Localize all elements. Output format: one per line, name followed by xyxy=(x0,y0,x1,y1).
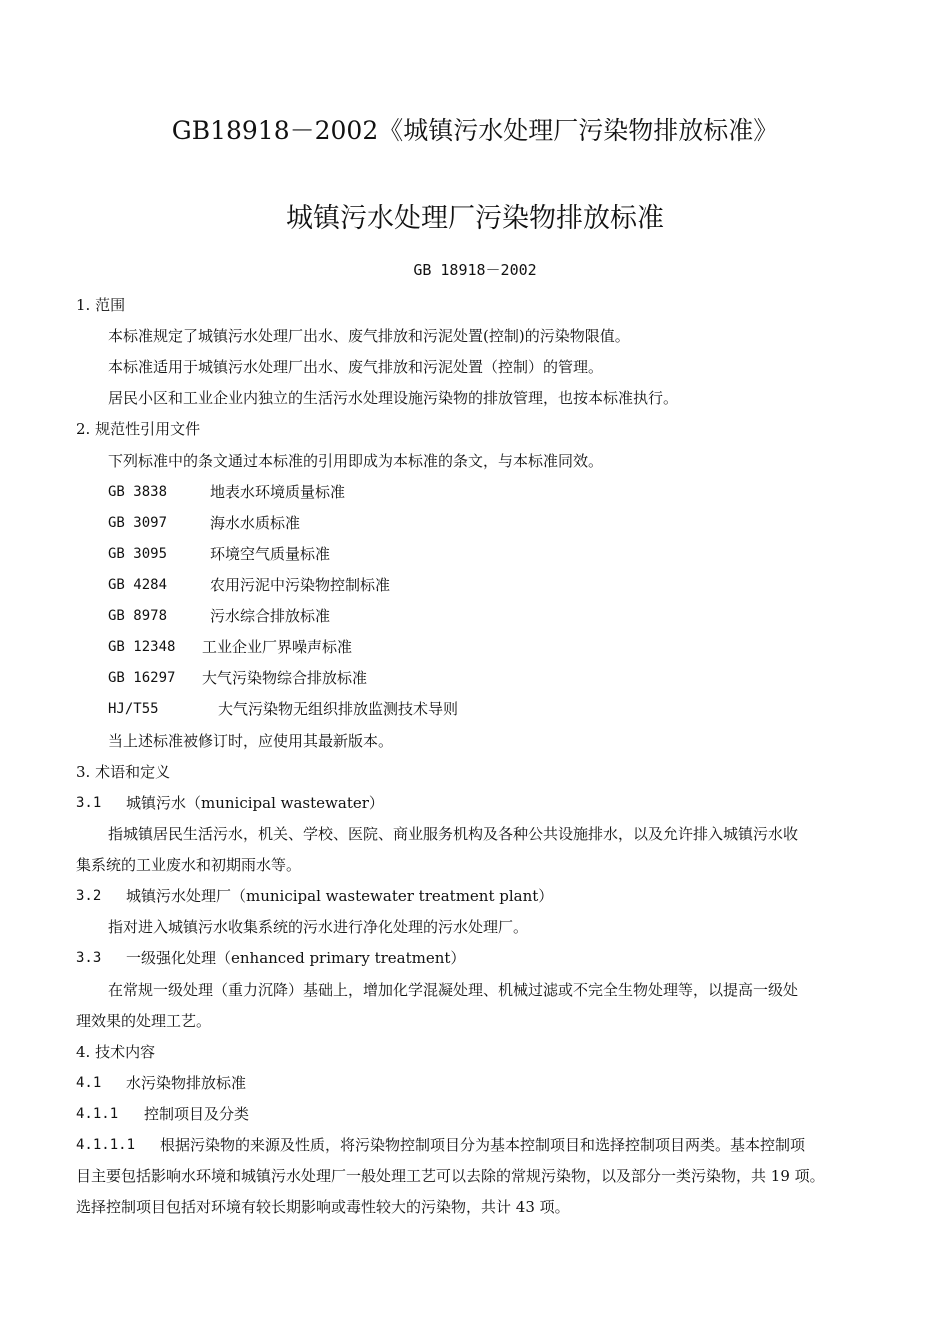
reference-name: 环境空气质量标准 xyxy=(210,545,331,563)
term-title: 一级强化处理（enhanced primary treatment） xyxy=(126,949,466,967)
clause-text: 根据污染物的来源及性质，将污染物控制项目分为基本控制项目和选择控制项目两类。基本控制项 xyxy=(160,1136,806,1154)
clause-text: 目主要包括影响水环境和城镇污水处理厂一般处理工艺可以去除的常规污染物，以及部分一类污染物，共 19 项。 xyxy=(76,1167,825,1185)
reference-name: 污水综合排放标准 xyxy=(210,607,331,625)
section-2-heading: 2. 规范性引用文件 xyxy=(76,420,201,438)
term-definition: 集系统的工业废水和初期雨水等。 xyxy=(76,856,302,874)
section-1-paragraph: 居民小区和工业企业内独立的生活污水处理设施污染物的排放管理，也按本标准执行。 xyxy=(108,389,679,407)
term-number: 3.2 xyxy=(76,888,102,904)
reference-name: 工业企业厂界噪声标准 xyxy=(202,638,353,656)
section-2-intro: 下列标准中的条文通过本标准的引用即成为本标准的条文，与本标准同效。 xyxy=(108,452,604,470)
reference-name: 大气污染物综合排放标准 xyxy=(202,669,368,687)
reference-code: GB 16297 xyxy=(108,670,176,686)
reference-code: GB 12348 xyxy=(108,639,176,655)
subsection-title: 控制项目及分类 xyxy=(144,1105,250,1123)
section-3-heading: 3. 术语和定义 xyxy=(76,763,171,781)
term-number: 3.1 xyxy=(76,795,102,811)
subsection-number: 4.1 xyxy=(76,1075,102,1091)
section-2-outro: 当上述标准被修订时，应使用其最新版本。 xyxy=(108,732,394,750)
term-definition: 在常规一级处理（重力沉降）基础上，增加化学混凝处理、机械过滤或不完全生物处理等，以提高一级处 xyxy=(108,981,799,999)
term-title: 城镇污水处理厂（municipal wastewater treatment plant） xyxy=(126,887,554,905)
clause-number: 4.1.1.1 xyxy=(76,1137,136,1153)
document-title: GB18918－2002《城镇污水处理厂污染物排放标准》 xyxy=(171,116,779,145)
reference-code: GB 3838 xyxy=(108,484,168,500)
subsection-number: 4.1.1 xyxy=(76,1106,119,1122)
reference-name: 海水水质标准 xyxy=(210,514,301,532)
subsection-title: 水污染物排放标准 xyxy=(126,1074,247,1092)
reference-code: GB 3095 xyxy=(108,546,168,562)
standard-code: GB 18918－2002 xyxy=(413,261,537,279)
reference-code: GB 3097 xyxy=(108,515,168,531)
section-1-paragraph: 本标准规定了城镇污水处理厂出水、废气排放和污泥处置(控制)的污染物限值。 xyxy=(108,327,630,345)
section-1-heading: 1. 范围 xyxy=(76,296,126,314)
section-4-heading: 4. 技术内容 xyxy=(76,1043,156,1061)
section-1-paragraph: 本标准适用于城镇污水处理厂出水、废气排放和污泥处置（控制）的管理。 xyxy=(108,358,604,376)
clause-text: 选择控制项目包括对环境有较长期影响或毒性较大的污染物，共计 43 项。 xyxy=(76,1198,570,1216)
reference-code: HJ/T55 xyxy=(108,701,159,717)
reference-code: GB 4284 xyxy=(108,577,168,593)
reference-code: GB 8978 xyxy=(108,608,168,624)
reference-name: 大气污染物无组织排放监测技术导则 xyxy=(218,700,459,718)
term-definition: 指对进入城镇污水收集系统的污水进行净化处理的污水处理厂。 xyxy=(108,918,529,936)
term-title: 城镇污水（municipal wastewater） xyxy=(126,794,384,812)
reference-name: 农用污泥中污染物控制标准 xyxy=(210,576,391,594)
standard-title: 城镇污水处理厂污染物排放标准 xyxy=(286,203,664,234)
reference-name: 地表水环境质量标准 xyxy=(210,483,346,501)
term-definition: 指城镇居民生活污水，机关、学校、医院、商业服务机构及各种公共设施排水，以及允许排入城镇污水收 xyxy=(108,825,799,843)
term-definition: 理效果的处理工艺。 xyxy=(76,1012,212,1030)
term-number: 3.3 xyxy=(76,950,102,966)
